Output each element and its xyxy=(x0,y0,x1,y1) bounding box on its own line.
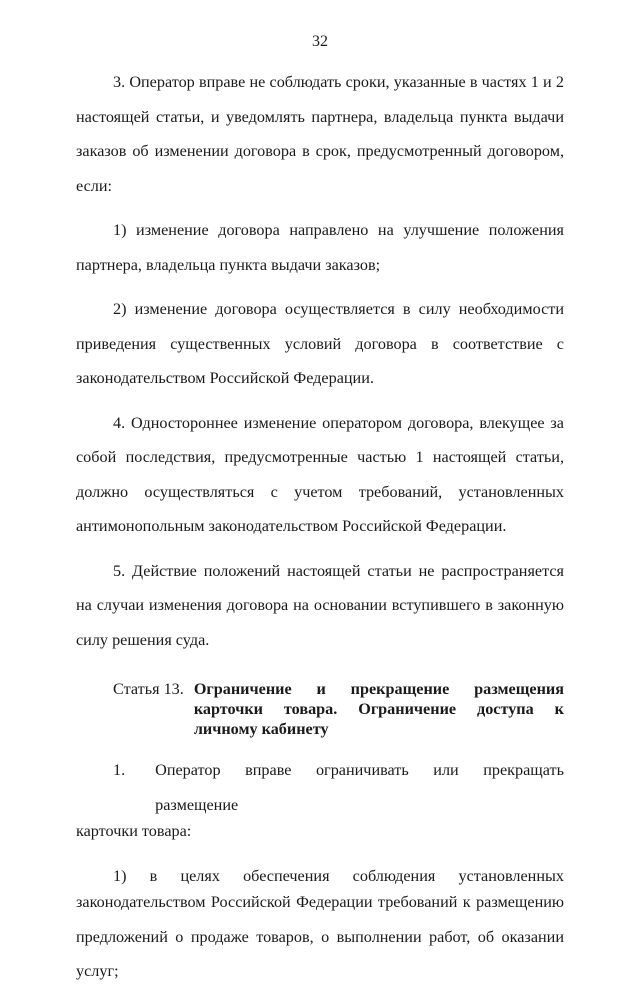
clause-1-text-rest: карточки товара: xyxy=(76,822,192,840)
paragraph-3-item-2: 2) изменение договора осуществляется в силу необходимости приведения существенных условий договора в соответствие с законодательством Российской Федерации. xyxy=(76,300,564,387)
paragraph-3: 3. Оператор вправе не соблюдать сроки, указанные в частях 1 и 2 настоящей статьи, и уведомлять партнера, владельца пункта выдачи заказов об изменении договора в срок, предусмотренный договором, если: xyxy=(76,73,564,195)
clause-1-item-1-word: 1) xyxy=(113,866,127,885)
clause-1-item-1-text-rest: законодательством Российской Федерации требований к размещению предложений о продаже товаров, о выполнении работ, об оказании услуг; xyxy=(76,893,564,980)
clause-1-item-1-word: целях xyxy=(180,866,220,885)
clause-1-item-1-word: установленных xyxy=(458,866,564,885)
article-heading xyxy=(113,679,564,739)
article-title: Ограничение и прекращение размещения карточки товара. Ограничение доступа к личному кабинету xyxy=(193,680,564,738)
clause-1-item-1-word: обеспечения xyxy=(243,866,330,885)
paragraph-3-item-1: 1) изменение договора направлено на улучшение положения партнера, владельца пункта выдачи заказов; xyxy=(76,221,564,274)
clause-1-number: 1. xyxy=(113,761,126,779)
clause-1-item-1-word: соблюдения xyxy=(352,866,436,885)
clause-1-text-first: Оператор вправе ограничивать или прекращать размещение xyxy=(155,761,564,814)
paragraph-5: 5. Действие положений настоящей статьи не распространяется на случаи изменения договора на основании вступившего в законную силу решения суда. xyxy=(76,561,564,649)
page-number: 32 xyxy=(312,33,328,50)
clause-1-item-1-word: в xyxy=(149,866,158,885)
paragraph-4: 4. Одностороннее изменение оператором договора, влекущее за собой последствия, предусмотренные частью 1 настоящей статьи, должно осуществляться с учетом требований, установленных антимонопольным законодательством Российской Федерации. xyxy=(76,413,564,535)
article-label: Статья 13. xyxy=(113,680,184,698)
clause-1-first-line xyxy=(76,753,564,822)
document-body xyxy=(76,65,564,999)
